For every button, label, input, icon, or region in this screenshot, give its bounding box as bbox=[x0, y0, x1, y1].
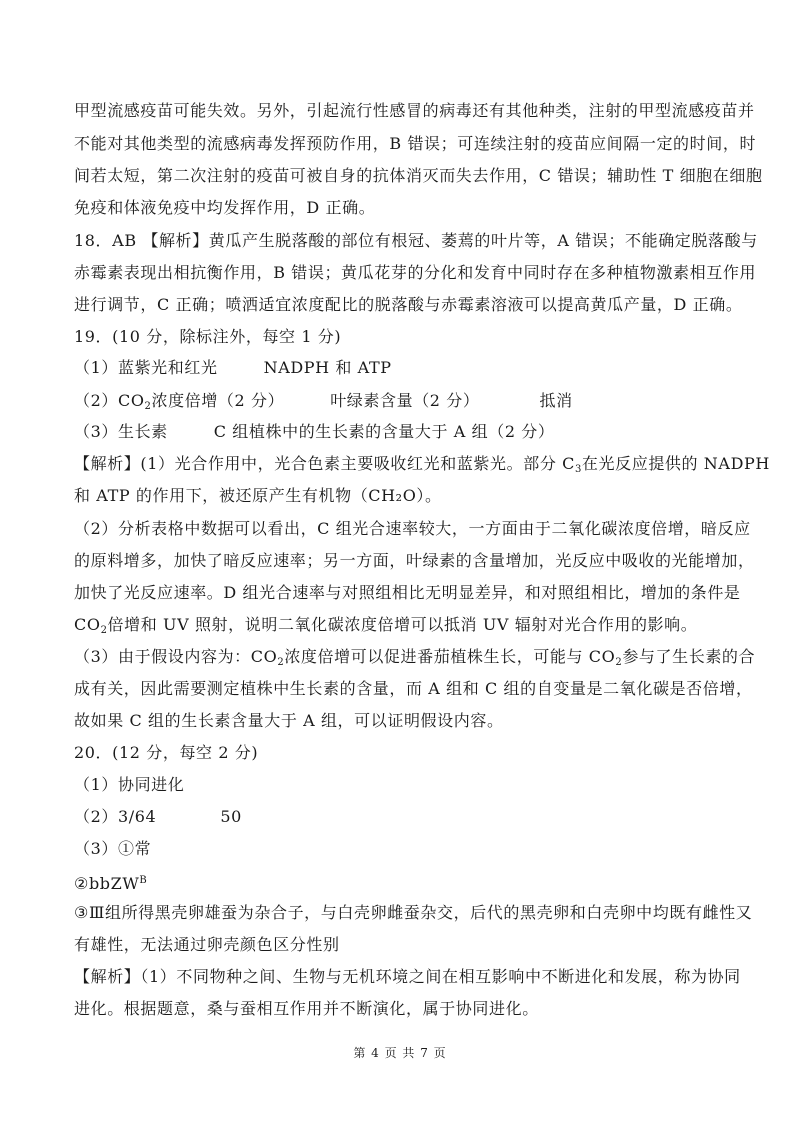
text-line: 18．AB 【解析】黄瓜产生脱落酸的部位有根冠、萎蔫的叶片等，A 错误；不能确定脱落酸与 bbox=[74, 231, 758, 250]
q20-answer-2: （2）3/64 50 bbox=[74, 807, 242, 826]
question-19-header: 19．(10 分，除标注外，每空 1 分) bbox=[74, 327, 342, 346]
q19-explanation-line: 加快了光反应速率。D 组光合速率与对照组相比无明显差异，和对照组相比，增加的条件是 bbox=[74, 583, 741, 602]
q19-explanation-line: 的原料增多，加快了暗反应速率；另一方面，叶绿素的含量增加，光反应中吸收的光能增加， bbox=[74, 551, 755, 570]
page-number: 第 4 页 共 7 页 bbox=[353, 1046, 447, 1060]
text-line: 甲型流感疫苗可能失效。另外，引起流行性感冒的病毒还有其他种类，注射的甲型流感疫苗并 bbox=[74, 101, 755, 120]
q19-explanation-line: $CO_2$倍增和 UV 照射，说明二氧化碳浓度倍增可以抵消 UV 辐射对光合作用的影响。 bbox=[74, 615, 698, 636]
q20-answer-3: （3）①常 bbox=[74, 839, 152, 858]
q19-answer-2: $(2)CO_2$浓度倍增（2 分） 叶绿素含量（2 分） 抵消 bbox=[74, 391, 573, 412]
q19-answer-3: （3）生长素 C 组植株中的生长素的含量大于 A 组（2 分） bbox=[74, 422, 555, 441]
q19-explanation-line: 成有关，因此需要测定植株中生长素的含量，而 A 组和 C 组的自变量是二氧化碳是否倍增， bbox=[74, 679, 753, 698]
text-line: 不能对其他类型的流感病毒发挥预防作用，B 错误；可连续注射的疫苗应间隔一定的时间，时 bbox=[74, 134, 757, 153]
q20-explanation-line: 【解析】（1）不同物种之间、生物与无机环境之间在相互影响中不断进化和发展，称为协同 bbox=[74, 967, 741, 986]
q19-explanation-line: （3）由于假设内容为：$CO_2$浓度倍增可以促进番茄植株生长，可能与 $CO_2$参与了生长素的合 bbox=[74, 647, 756, 668]
q19-answer-1: （1）蓝紫光和红光 NADPH 和 ATP bbox=[74, 358, 392, 377]
q20-answer-3-explanation: 有雄性，无法通过卵壳颜色区分性别 bbox=[74, 935, 340, 954]
q19-explanation-line: 【解析】(1）光合作用中，光合色素主要吸收红光和蓝紫光。部分 $C_3$在光反应提供的 NADPH bbox=[74, 454, 770, 475]
question-20-header: 20．(12 分，每空 2 分) bbox=[74, 743, 259, 762]
q20-explanation-line: 进化。根据题意，桑与蚕相互作用并不断演化，属于协同进化。 bbox=[74, 999, 539, 1018]
text-line: 间若太短，第二次注射的疫苗可被自身的抗体消灭而失去作用，C 错误；辅助性 T 细胞在细胞 bbox=[74, 166, 763, 185]
q20-answer-3-genotype: ②bbZW$^B$ bbox=[74, 874, 148, 893]
text-line: 免疫和体液免疫中均发挥作用，D 正确。 bbox=[74, 198, 376, 217]
text-line: 进行调节，C 正确；喷洒适宜浓度配比的脱落酸与赤霉素溶液可以提高黄瓜产量，D 正确。 bbox=[74, 295, 743, 314]
q20-answer-1: （1）协同进化 bbox=[74, 775, 185, 794]
q20-answer-3-explanation: ③Ⅲ组所得黑壳卵雄蚕为杂合子，与白壳卵雌蚕杂交，后代的黑壳卵和白壳卵中均既有雌性又 bbox=[74, 903, 753, 922]
q19-explanation-line: 故如果 C 组的生长素含量大于 A 组，可以证明假设内容。 bbox=[74, 711, 504, 730]
q19-explanation-line: （2）分析表格中数据可以看出，C 组光合速率较大，一方面由于二氧化碳浓度倍增，暗反应 bbox=[74, 519, 751, 538]
q19-explanation-line: 和 ATP 的作用下，被还原产生有机物（CH₂O）。 bbox=[74, 486, 442, 505]
text-line: 赤霉素表现出相抗衡作用，B 错误；黄瓜花芽的分化和发育中同时存在多种植物激素相互作用 bbox=[74, 263, 757, 282]
